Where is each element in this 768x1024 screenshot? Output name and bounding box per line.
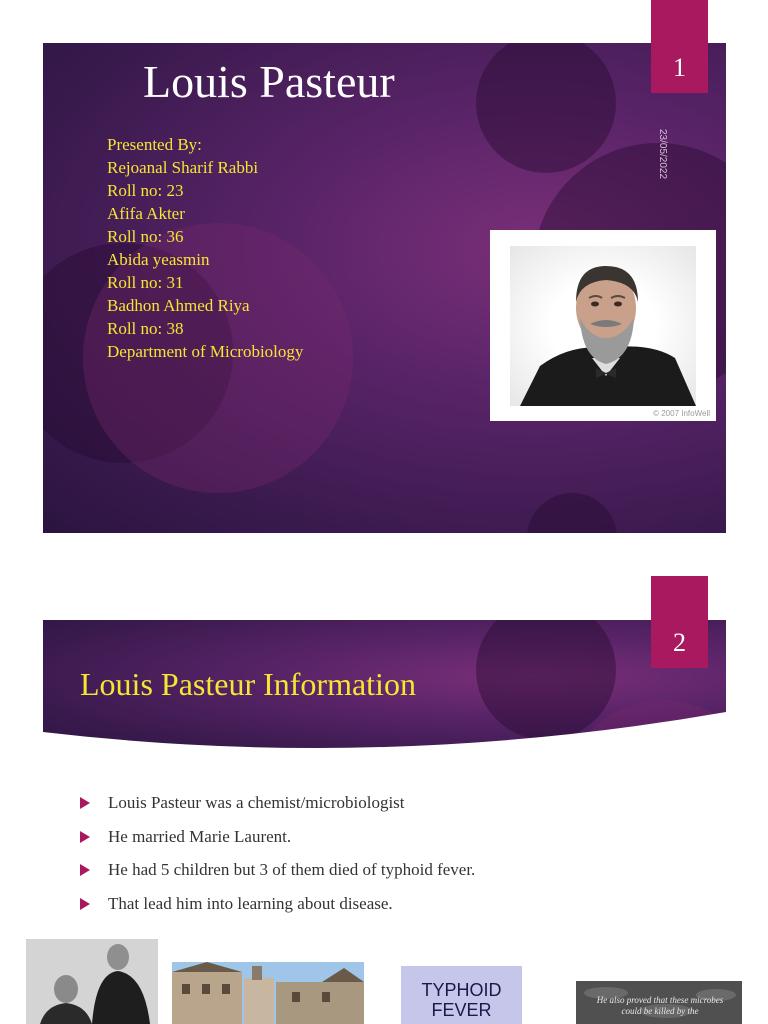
pasteur-couple-photo: [26, 939, 158, 1024]
bullet-arrow-icon: [80, 898, 90, 910]
list-item: [80, 853, 700, 887]
list-item: [80, 820, 700, 854]
quote-text: He also proved that these microbes could be killed by the: [596, 995, 724, 1016]
title-slide: [43, 43, 726, 533]
fever-label: FEVER: [431, 1000, 492, 1020]
credit-line: Department of Microbiology: [107, 342, 304, 361]
slide-date: 23/05/2022: [657, 129, 668, 180]
credit-line: Abida yeasmin: [107, 250, 210, 269]
decor-bubble: [527, 493, 617, 533]
presenter-list: [107, 133, 303, 363]
info-slide-header: [43, 620, 726, 756]
microbes-quote-image: [576, 981, 742, 1024]
list-item: [80, 887, 700, 921]
slide-number-badge: 1: [651, 0, 708, 93]
town-buildings-photo: [172, 962, 364, 1024]
credit-line: Afifa Akter: [107, 204, 185, 223]
bullet-arrow-icon: [80, 831, 90, 843]
list-item: [80, 786, 700, 820]
portrait-image: [490, 230, 716, 421]
credit-line: Roll no: 36: [107, 227, 184, 246]
credit-line: Badhon Ahmed Riya: [107, 296, 250, 315]
typhoid-fever-graphic: [401, 966, 522, 1024]
credit-line: Roll no: 31: [107, 273, 184, 292]
bullet-text: He married Marie Laurent.: [108, 826, 292, 846]
slide-number-badge: 2: [651, 576, 708, 668]
pasteur-photo: [510, 246, 696, 406]
credit-line: Rejoanal Sharif Rabbi: [107, 158, 259, 177]
credit-line: Roll no: 38: [107, 319, 184, 338]
bullet-arrow-icon: [80, 797, 90, 809]
bullet-text: Louis Pasteur was a chemist/microbiologist: [108, 792, 405, 812]
typhoid-label: TYPHOID: [421, 980, 502, 1000]
credit-line: Roll no: 23: [107, 181, 184, 200]
decor-bubble: [476, 43, 616, 173]
slide-title: Louis Pasteur: [143, 56, 395, 107]
photo-credit: © 2007 InfoWell: [653, 409, 710, 418]
bullet-text: He had 5 children but 3 of them died of typhoid fever.: [108, 860, 476, 880]
credit-line: Presented By:: [107, 135, 202, 154]
slide-title: Louis Pasteur Information: [80, 666, 416, 702]
bullet-list: [80, 786, 700, 921]
bullet-arrow-icon: [80, 864, 90, 876]
bullet-text: That lead him into learning about disease.: [108, 893, 393, 913]
